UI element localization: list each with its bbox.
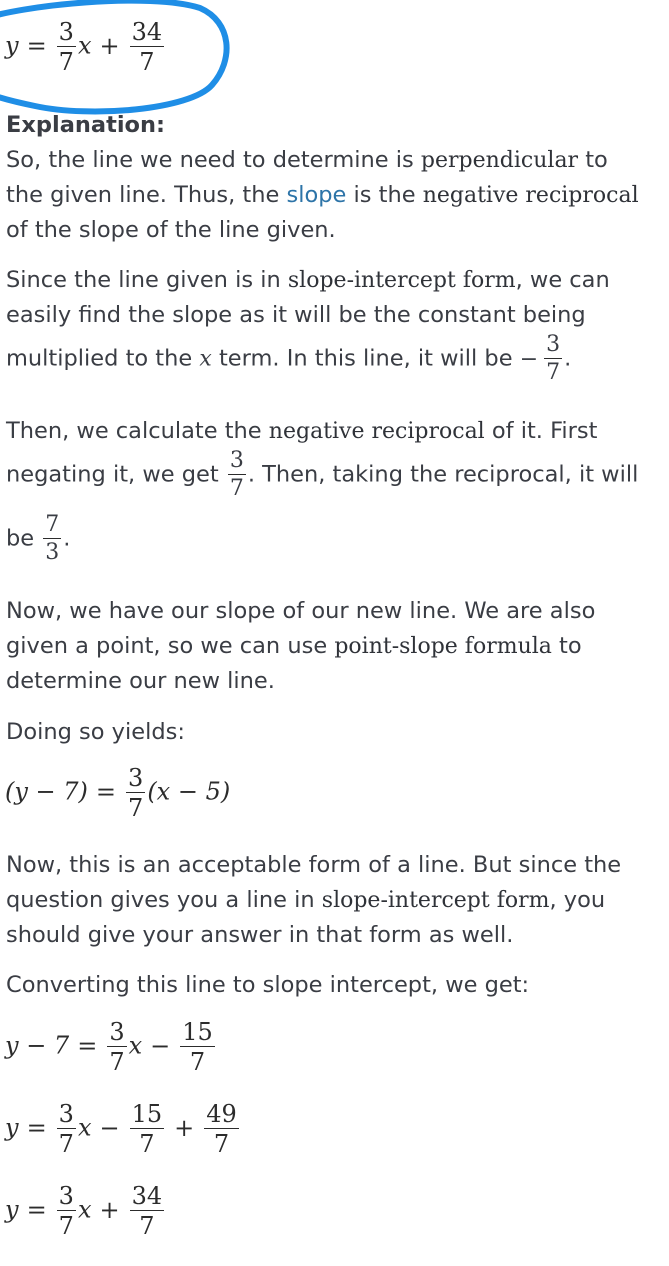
explanation-heading: Explanation:	[6, 112, 166, 138]
equation-step-1: y − 7 = $\frac{3}{7}$ x − $\frac{15}{7}$	[5, 1018, 213, 1076]
slope-link[interactable]: slope	[286, 182, 347, 208]
paragraph-slope-line3: multiplied to the x term. In this line, it will be − $\frac{3}{7}$ .	[6, 332, 572, 385]
negated-fraction: $\frac{3}{7}$	[229, 448, 244, 501]
paragraph-reciprocal: be $\frac{7}{3}$ .	[6, 512, 71, 565]
equation-step-2: y = $\frac{3}{7}$ x − $\frac{15}{7}$ + $\frac{49}{7}$	[5, 1100, 237, 1158]
paragraph-negating: negating it, we get $\frac{3}{7}$ . Then, taking the reciprocal, it will	[6, 448, 639, 501]
paragraph-doing-so: Doing so yields:	[6, 719, 185, 745]
paragraph-point-slope: Now, we have our slope of our new line. We are also given a point, so we can use point-slope formula to determine our new line.	[6, 598, 596, 694]
slope-fraction: $\frac{3}{7}$	[546, 332, 561, 385]
top-equation: y = $\frac{3}{7}$ x + $\frac{34}{7}$	[5, 18, 163, 76]
paragraph-perpendicular: So, the line we need to determine is perpendicular to the given line. Thus, the slope is the negative reciprocal of the slope of the line given.	[6, 147, 639, 243]
paragraph-acceptable-form: Now, this is an acceptable form of a line. But since the question gives you a line in slope-intercept form, you should give your answer in that form as well.	[6, 852, 622, 948]
point-slope-equation: (y − 7) = $\frac{3}{7}$ (x − 5)	[5, 764, 231, 822]
reciprocal-fraction: $\frac{7}{3}$	[45, 512, 60, 565]
equation-step-3: y = $\frac{3}{7}$ x + $\frac{34}{7}$	[5, 1182, 163, 1240]
paragraph-converting: Converting this line to slope intercept, we get:	[6, 972, 530, 998]
paragraph-slope-intercept: Since the line given is in slope-intercept form, we can easily find the slope as it will be the constant being	[6, 267, 610, 328]
paragraph-negative-reciprocal: Then, we calculate the negative reciprocal of it. First	[6, 418, 598, 444]
